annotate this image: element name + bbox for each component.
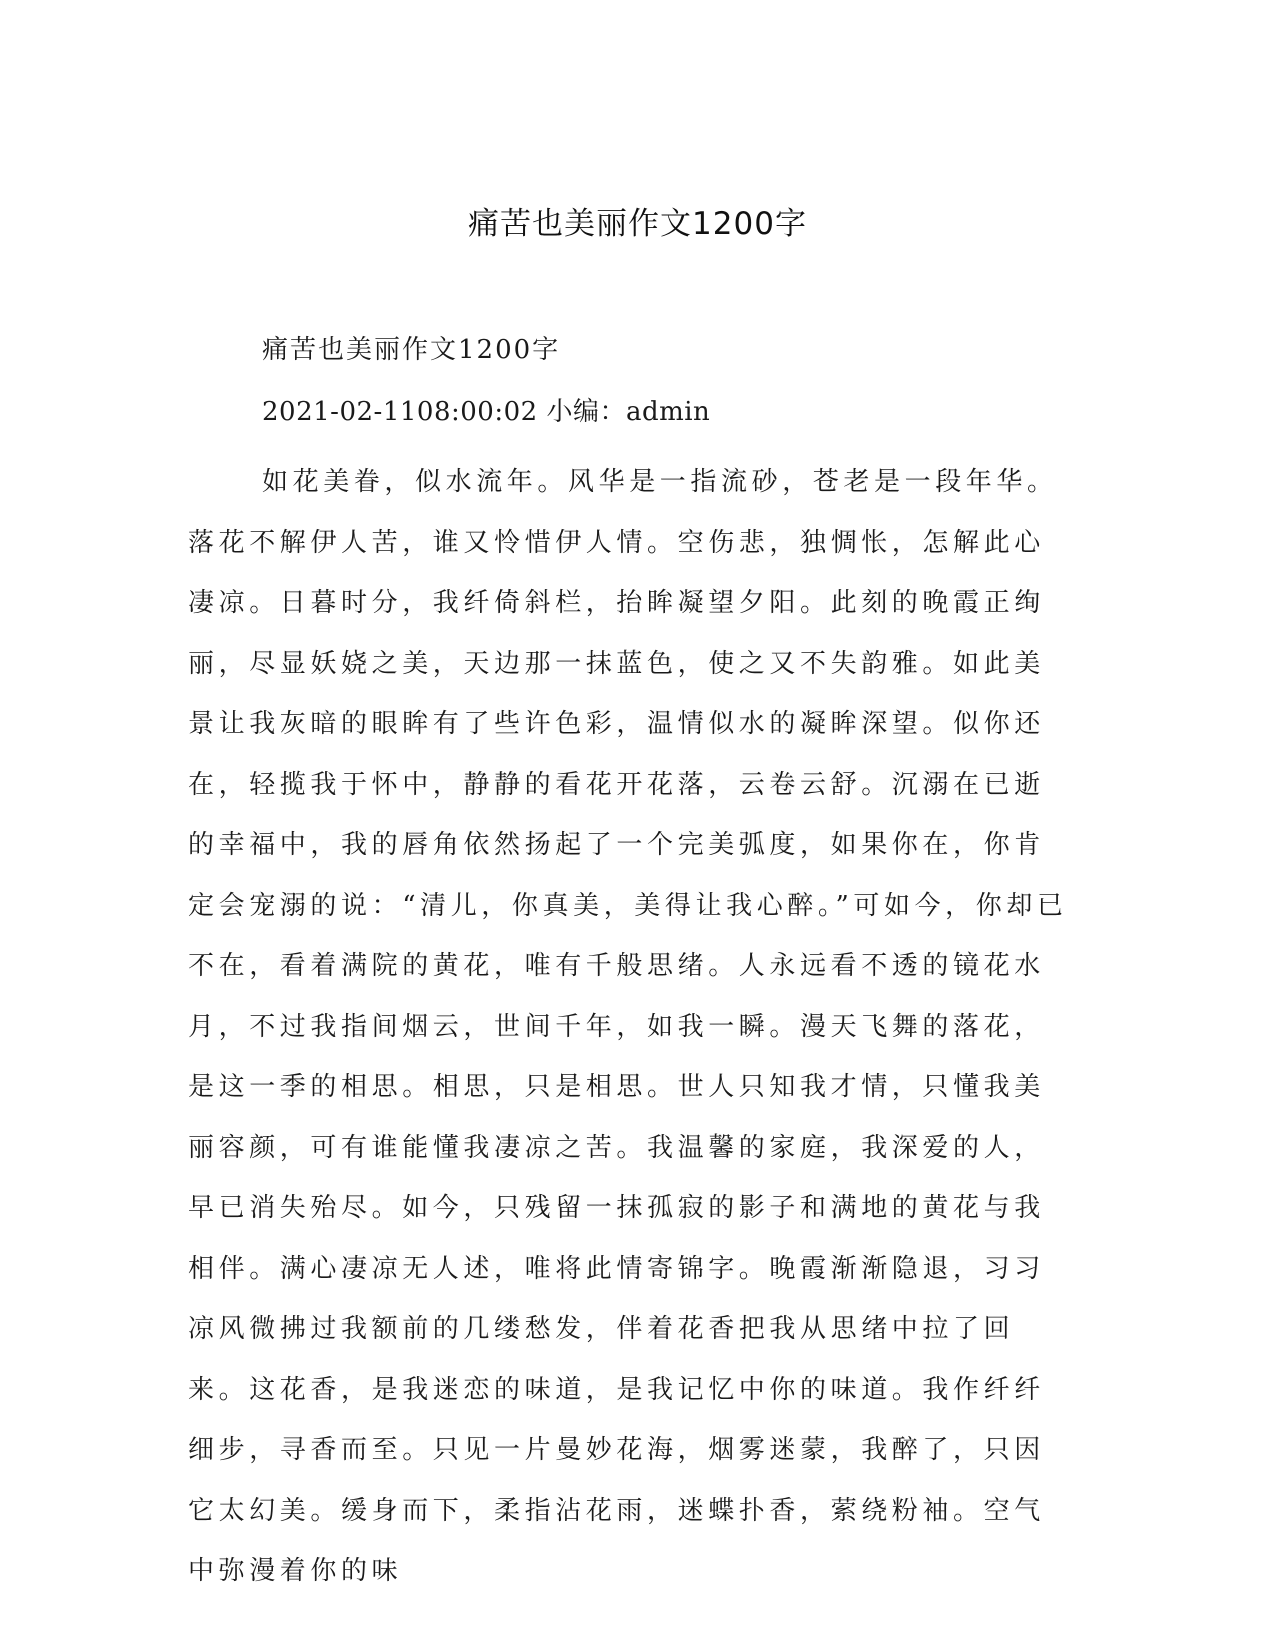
article-body: 如花美眷，似水流年。风华是一指流砂，苍老是一段年华。落花不解伊人苦，谁又怜惜伊人情。空伤悲，独惆怅，怎解此心凄凉。日暮时分，我纤倚斜栏，抬眸凝望夕阳。此刻的晚霞正绚丽，尽显妖娆之美，天边那一抹蓝色，使之又不失韵雅。如此美景让我灰暗的眼眸有了些许色彩，温情似水的凝眸深望。似你还在，轻揽我于怀中，静静的看花开花落，云卷云舒。沉溺在已逝的幸福中，我的唇角依然扬起了一个完美弧度，如果你在，你肯定会宠溺的说：“清儿，你真美，美得让我心醉。”可如今，你却已不在，看着满院的黄花，唯有千般思绪。人永远看不透的镜花水月，不过我指间烟云，世间千年，如我一瞬。漫天飞舞的落花，是这一季的相思。相思，只是相思。世人只知我才情，只懂我美丽容颜，可有谁能懂我凄凉之苦。我温馨的家庭，我深爱的人，早已消失殆尽。如今，只残留一抹孤寂的影子和满地的黄花与我相伴。满心凄凉无人述，唯将此情寄锦字。晚霞渐渐隐退，习习凉风微拂过我额前的几缕愁发，伴着花香把我从思绪中拉了回来。这花香，是我迷恋的味道，是我记忆中你的味道。我作纤纤细步，寻香而至。只见一片曼妙花海，烟雾迷蒙，我醉了，只因它太幻美。缓身而下，柔指沾花雨，迷蝶扑香，萦绕粉袖。空气中弥漫着你的味 — [188, 467, 1068, 1586]
article-title-line: 痛苦也美丽作文1200字 — [262, 335, 561, 365]
document-title: 痛苦也美丽作文1200字 — [468, 206, 807, 242]
article-meta-line: 2021-02-1108:00:02 小编：admin — [262, 397, 711, 427]
